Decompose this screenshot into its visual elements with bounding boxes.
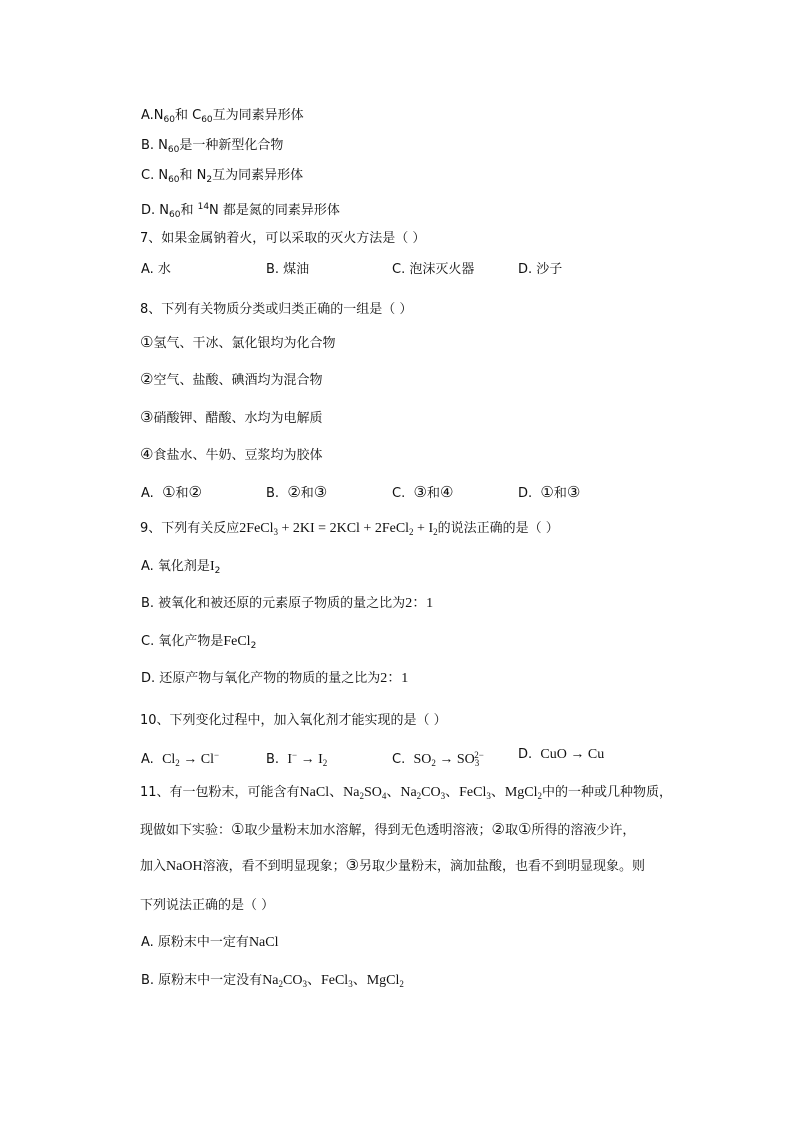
q11-stem-line-2: 现做如下实验：①取少量粉末加水溶解，得到无色透明溶液；②取①所得的溶液少许，	[140, 820, 636, 838]
q11-option-b: B. 原粉末中一定没有$Na_2CO_3$、FeCl$_3$、MgCl$_2$	[141, 973, 404, 989]
q6-option-c: C. $N_{60}$和 $N_2$互为同素异形体	[141, 168, 304, 185]
q11-stem-line-4: 下列说法正确的是（ ）	[140, 898, 275, 913]
q10-option-d: D. CuO → Cu	[518, 747, 605, 762]
q10-option-a: A. $Cl_2 \to Cl^-$	[141, 750, 220, 768]
q7-stem: 7、如果金属钠着火，可以采取的灭火方法是（ ）	[140, 231, 426, 246]
q6-option-d: D. $N_{60}$和 $^{14}$N 都是氮的同素异形体	[141, 202, 340, 220]
q8-option-c: C. ③和④	[392, 483, 454, 501]
q8-item-1: ①氢气、干冰、氯化银均为化合物	[140, 333, 336, 351]
q7-option-d: D. 沙子	[518, 262, 563, 277]
q8-option-b: B. ②和③	[266, 483, 328, 501]
q11-stem-line-1: 11、有一包粉末，可能含有NaCl、$Na_2SO_4$、$Na_2CO_3$、FeCl$_3$、MgCl$_2$中的一种或几种物质，	[140, 785, 673, 801]
q11-option-a: A. 原粉末中一定有NaCl	[141, 935, 279, 950]
q8-stem: 8、下列有关物质分类或归类正确的一组是（ ）	[140, 302, 413, 317]
q7-option-c: C. 泡沫灭火器	[392, 262, 475, 277]
q9-equation: 2FeCl$_3$ + 2KI = 2KCl + 2FeCl$_2$ + $I_2$	[239, 521, 438, 537]
q6-option-a: $A.N_{60}$和 $C_{60}$互为同素异形体	[141, 108, 304, 125]
q9-option-d: D. 还原产物与氧化产物的物质的量之比为2：1	[141, 671, 409, 686]
q9-option-b: B. 被氧化和被还原的元素原子物质的量之比为2：1	[141, 596, 434, 611]
q7-option-a: A. 水	[141, 262, 171, 277]
q8-option-a: A. ①和②	[141, 483, 202, 501]
q9-option-a: A. 氧化剂是$I_2$	[141, 559, 221, 576]
q6-option-b: B. $N_{60}$是一种新型化合物	[141, 138, 284, 155]
q9-stem: 9、下列有关反应2FeCl$_3$ + 2KI = 2KCl + 2FeCl$_2$ + $I_2$的说法正确的是（ ）	[140, 521, 559, 537]
q10-option-b: B. $I^- \to I_2$	[266, 750, 328, 768]
q8-item-2: ②空气、盐酸、碘酒均为混合物	[140, 370, 323, 388]
q11-substances: NaCl、$Na_2SO_4$、$Na_2CO_3$、FeCl$_3$、MgCl$_2$	[299, 785, 543, 801]
q9-option-c: C. 氧化产物是FeCl$_2$	[141, 634, 257, 651]
q8-option-d: D. ①和③	[518, 483, 581, 501]
q8-item-3: ③硝酸钾、醋酸、水均为电解质	[140, 408, 323, 426]
q8-item-4: ④食盐水、牛奶、豆浆均为胶体	[140, 445, 323, 463]
q10-stem: 10、下列变化过程中，加入氧化剂才能实现的是（ ）	[140, 713, 447, 728]
q10-option-c: C. $SO_2 \to SO_3^{2-}$	[392, 750, 484, 768]
q7-option-b: B. 煤油	[266, 262, 310, 277]
q11-stem-line-3: 加入NaOH溶液，看不到明显现象；③另取少量粉末，滴加盐酸，也看不到明显现象。则	[140, 856, 646, 874]
